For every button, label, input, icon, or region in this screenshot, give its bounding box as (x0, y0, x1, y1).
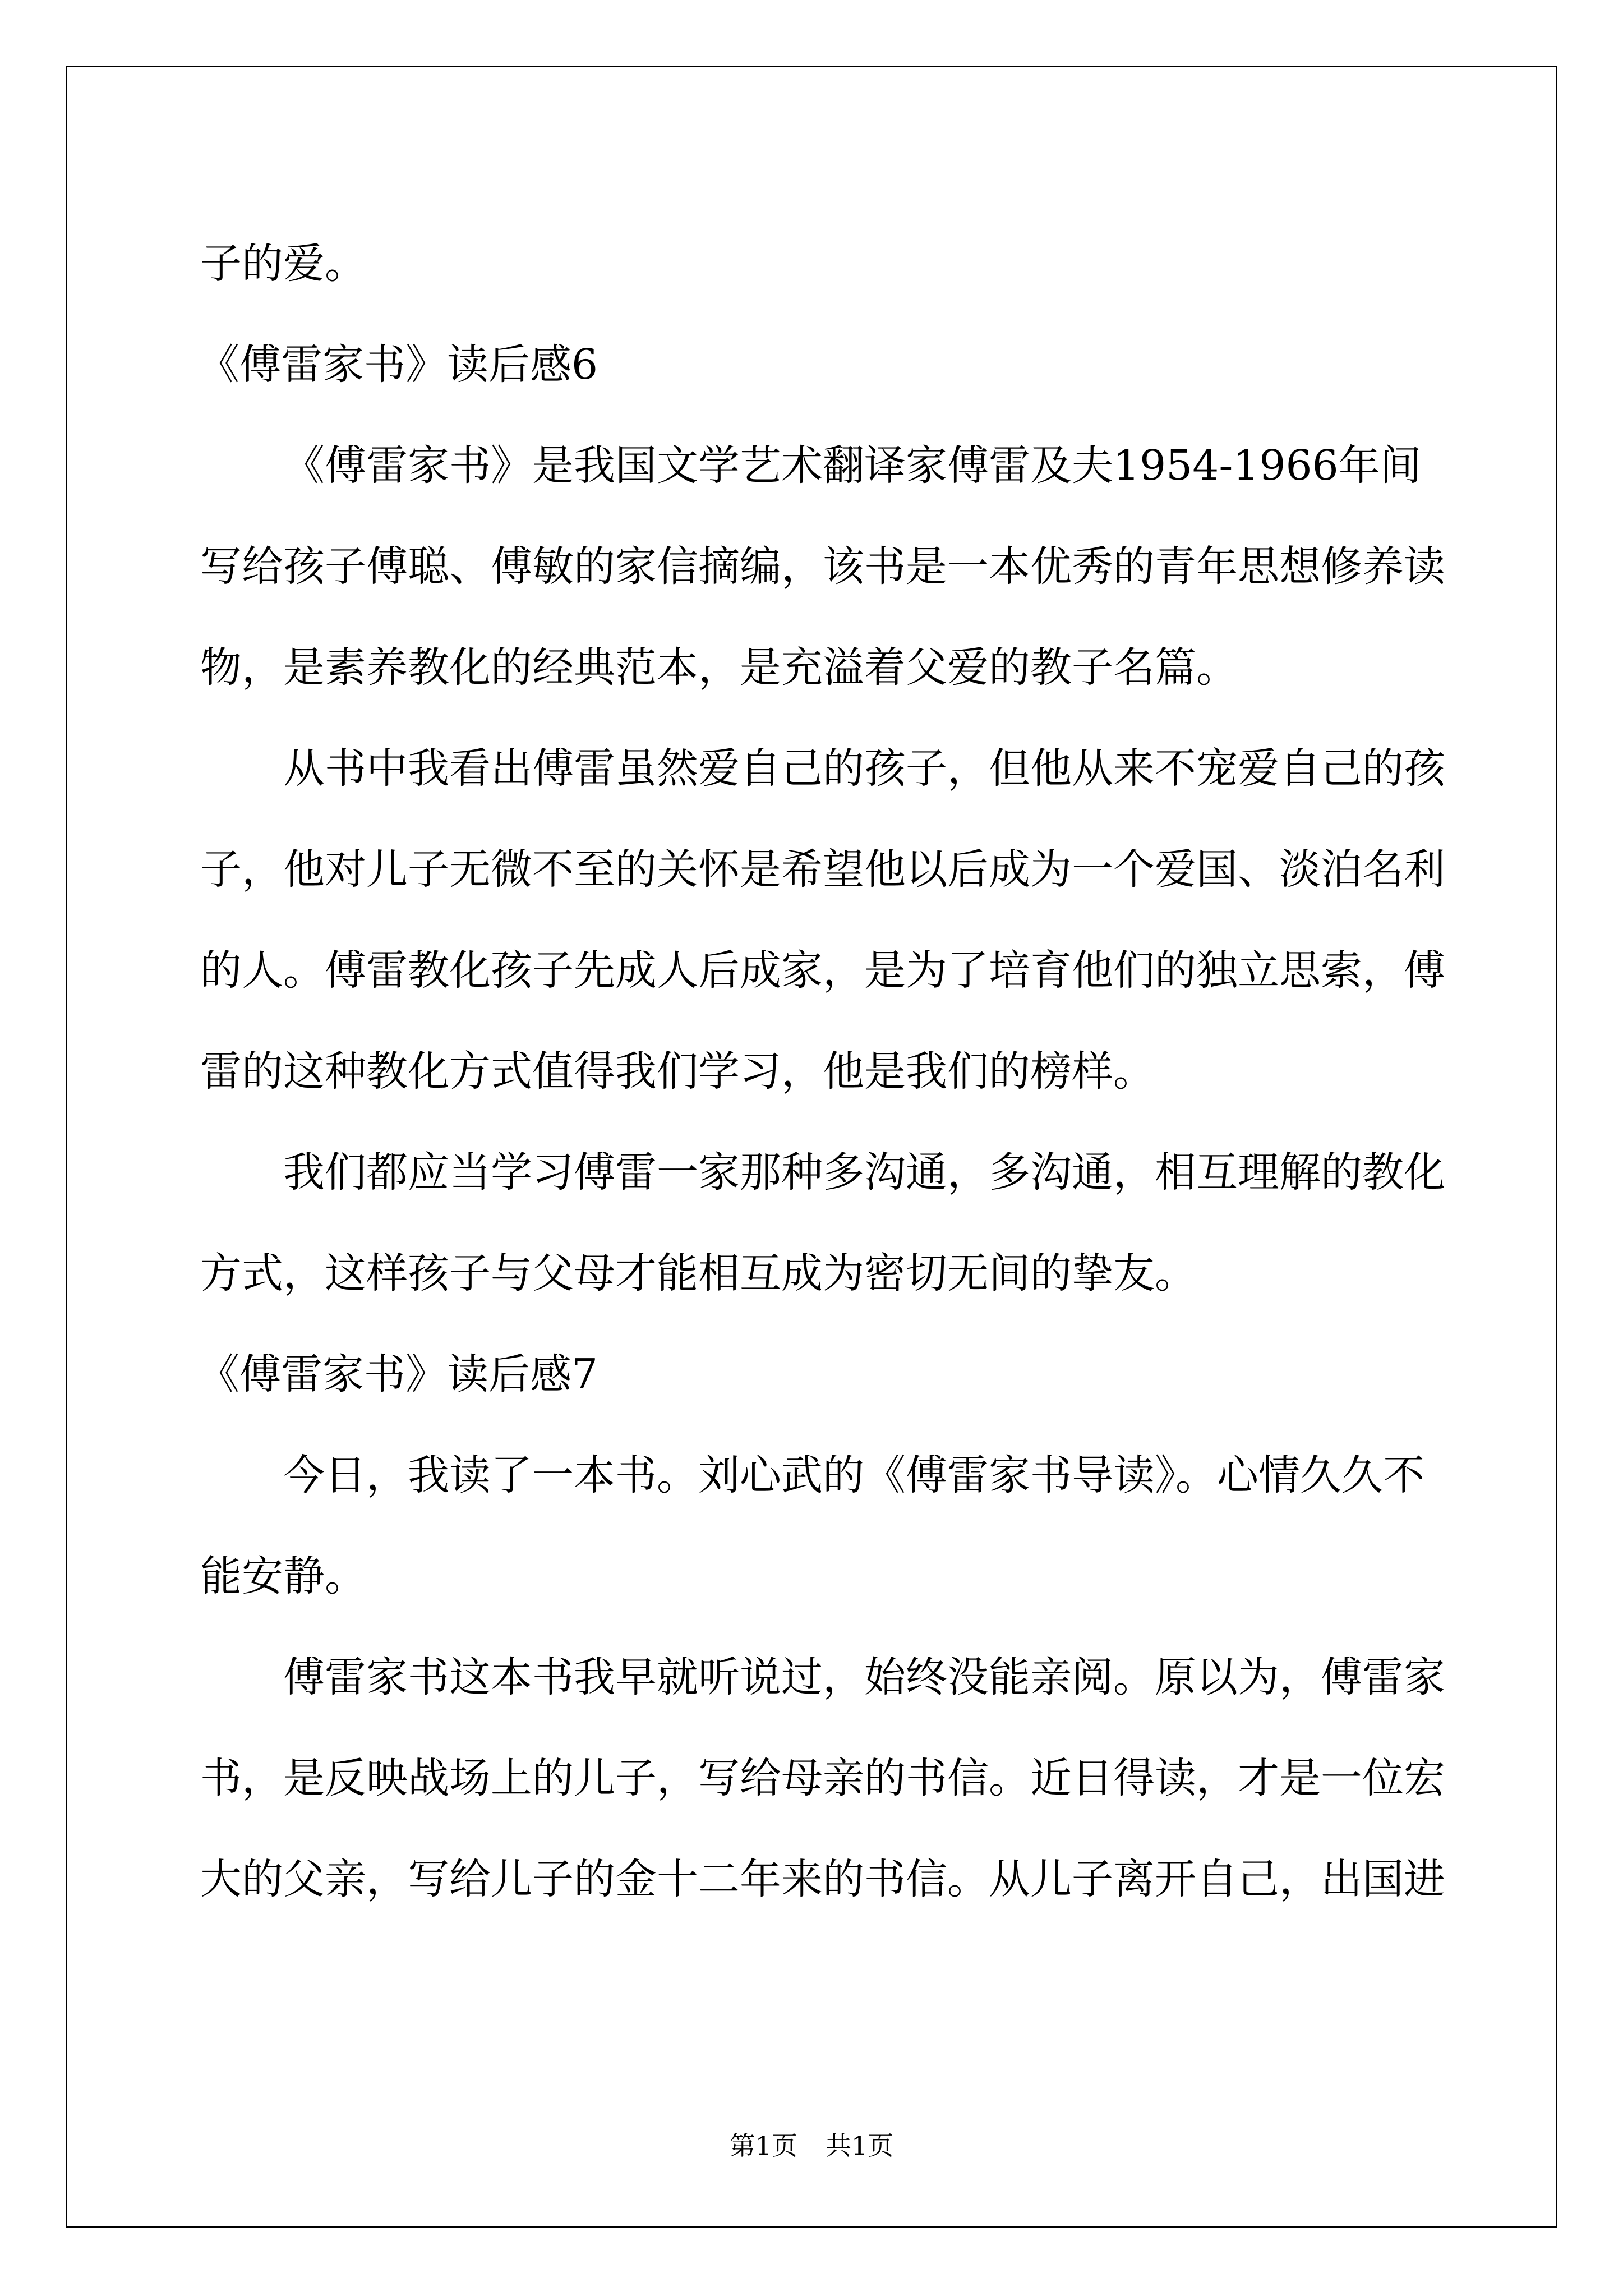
paragraph: 《傅雷家书》是我国文学艺术翻译家傅雷及夫1954-1966年间写给孩子傅聪、傅敏的家信摘编，该书是一本优秀的青年思想修养读物，是素养教化的经典范本，是充溢着父爱的教子名篇。 (200, 441, 1445, 692)
page-total: 共1页 (826, 2131, 894, 2161)
paragraph: 从书中我看出傅雷虽然爱自己的孩子，但他从来不宠爱自己的孩子，他对儿子无微不至的关怀是希望他以后成为一个爱国、淡泊名利的人。傅雷教化孩子先成人后成家，是为了培育他们的独立思索，傅雷的这种教化方式值得我们学习，他是我们的榜样。 (200, 744, 1445, 1096)
section-heading-7: 《傅雷家书》读后感7 (198, 1350, 598, 1398)
paragraph-continuation: 子的爱。 (200, 240, 366, 288)
document-body (200, 213, 1456, 1930)
section-heading-6: 《傅雷家书》读后感6 (198, 341, 598, 389)
paragraph: 今日，我读了一本书。刘心武的《傅雷家书导读》。心情久久不能安静。 (200, 1451, 1424, 1600)
page-footer (0, 2129, 1623, 2162)
paragraph: 我们都应当学习傅雷一家那种多沟通，多沟通，相互理解的教化方式，这样孩子与父母才能相互成为密切无间的挚友。 (200, 1148, 1445, 1297)
page-number: 第1页 (729, 2131, 797, 2161)
paragraph: 傅雷家书这本书我早就听说过，始终没能亲阅。原以为，傅雷家书，是反映战场上的儿子，写给母亲的书信。近日得读，才是一位宏大的父亲，写给儿子的金十二年来的书信。从儿子离开自己，出国进 (200, 1653, 1445, 1903)
